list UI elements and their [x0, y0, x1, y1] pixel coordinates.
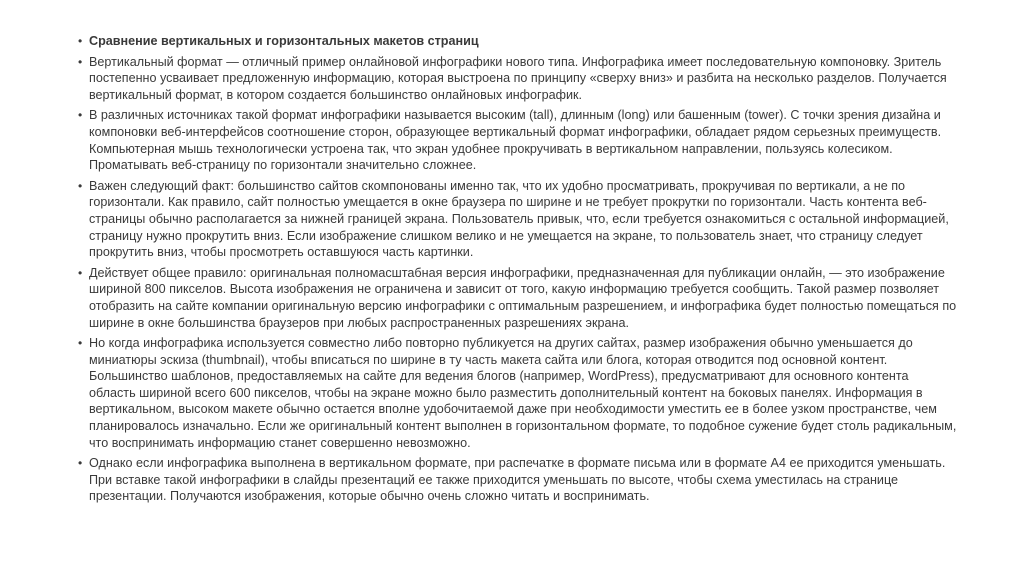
bullet-icon: •	[78, 34, 83, 48]
bullet-icon: •	[78, 108, 83, 123]
paragraph-text: Однако если инфографика выполнена в вертикальном формате, при распечатке в формате письма или в формате А4 ее приходится уменьшать. При вставке такой инфографики в слайды презентаций ее также приходится уменьшать по высоте, чтобы схема уместилась на странице презентации. Получаются изображения, которые обычно очень сложно читать и воспринимать.	[89, 456, 946, 504]
bullet-icon: •	[78, 456, 83, 471]
bullet-icon: •	[78, 336, 83, 351]
bullet-icon: •	[78, 265, 83, 280]
slide-content	[78, 33, 958, 509]
paragraph-text: Важен следующий факт: большинство сайтов скомпонованы именно так, что их удобно просматривать, прокручивая по вертикали, а не по горизонтали. Как правило, сайт полностью умещается в окне браузера по ширине и не требует прокрутки по горизонтали. Часть контента веб-страницы обычно располагается за нижней границей экрана. Пользователь привык, что, если требуется ознакомиться с остальной информацией, страницу нужно прокрутить вниз. Если изображение слишком велико и не умещается на экране, то пользователь знает, что страницу следует прокрутить вниз, чтобы просмотреть оставшуюся часть картинки.	[89, 178, 949, 260]
bullet-item	[78, 107, 958, 173]
bullet-item	[78, 335, 958, 451]
paragraph-text: Но когда инфографика используется совместно либо повторно публикуется на других сайтах, размер изображения обычно уменьшается до миниатюры эскиза (thumbnail), чтобы вписаться по ширине в ту часть макета сайта или блога, которая отводится под основной контент. Большинство шаблонов, предоставляемых на сайте для ведения блогов (например, WordPress), предусматривают для основного контента область шириной всего 600 пикселов, чтобы на экране можно было разместить дополнительный контент на боковых панелях. Информация в вертикальном, высоком макете обычно остается вполне удобочитаемой даже при необходимости уместить ее в более узком пространстве, чем планировалось изначально. Если же оригинальный контент выполнен в горизонтальном формате, то подобное сужение будет столь радикальным, что воспринимать информацию станет совершенно невозможно.	[89, 336, 957, 450]
paragraph-text: В различных источниках такой формат инфографики называется высоким (tall), длинным (long) или башенным (tower). С точки зрения дизайна и компоновки веб-интерфейсов соотношение сторон, образующее вертикальный формат инфографики, обладает рядом серьезных преимуществ. Компьютерная мышь технологически устроена так, что экран удобнее прокручивать в вертикальном направлении, пользуясь колесиком. Проматывать веб-страницу по горизонтали значительно сложнее.	[89, 108, 942, 173]
bullet-item	[78, 455, 958, 505]
paragraph-text: Действует общее правило: оригинальная полномасштабная версия инфографики, предназначенная для публикации онлайн, — это изображение шириной 800 пикселов. Высота изображения не ограничена и зависит от того, какую информацию требуется сообщить. Такой размер позволяет отобразить на сайте компании оригинальную версию инфографики с оптимальным разрешением, и инфографика будет полностью помещаться по ширине в окне большинства браузеров при любых распространенных разрешениях экрана.	[89, 265, 957, 330]
bullet-icon: •	[78, 178, 83, 193]
bullet-item	[78, 265, 958, 331]
bullet-list	[78, 33, 958, 505]
bullet-item-heading	[78, 33, 958, 50]
bullet-item	[78, 178, 958, 261]
bullet-icon: •	[78, 54, 83, 69]
paragraph-text: Вертикальный формат — отличный пример онлайновой инфографики нового типа. Инфографика имеет последовательную компоновку. Зритель постепенно усваивает предложенную информацию, которая выстроена по принципу «сверху вниз» и разбита на несколько разделов. Получается вертикальный формат, в котором создается большинство онлайновых инфографик.	[89, 54, 947, 102]
bullet-item	[78, 54, 958, 104]
slide-heading: Сравнение вертикальных и горизонтальных макетов страниц	[89, 34, 479, 48]
